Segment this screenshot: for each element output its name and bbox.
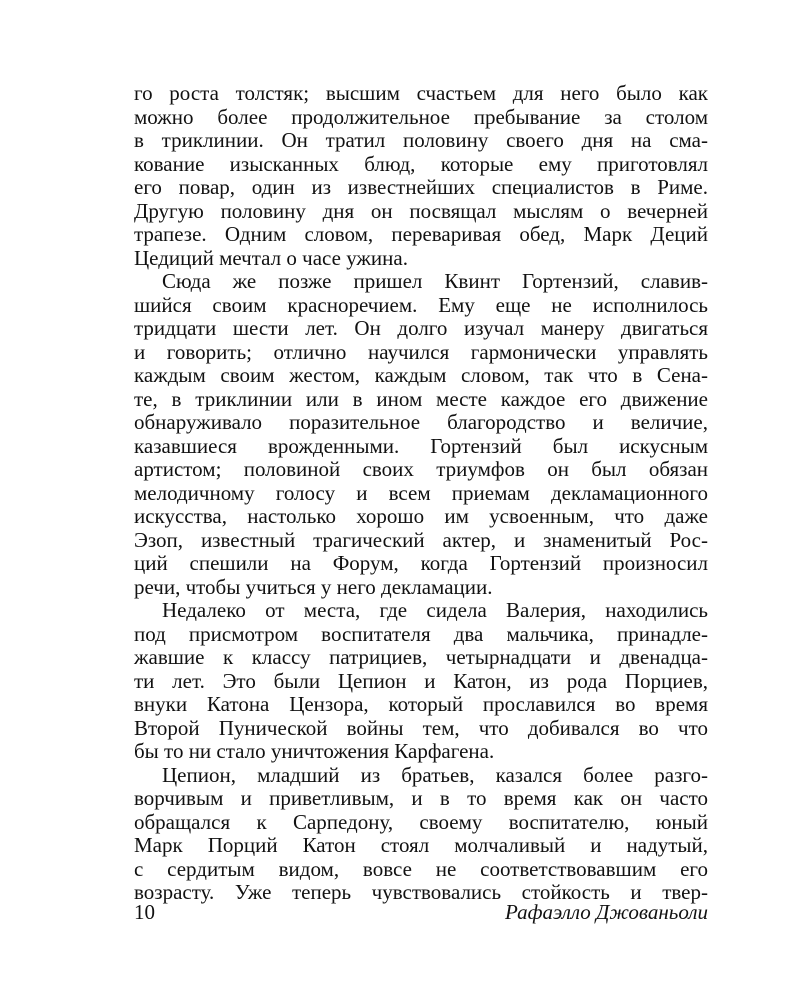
text-line: его повар, один из известнейших специалистов в Риме. <box>134 175 708 199</box>
text-line: Сюда же позже пришел Квинт Гортензий, славив- <box>162 269 708 293</box>
text-line: возрасту. Уже теперь чувствовались стойкость и твер- <box>134 880 708 904</box>
text-line: Другую половину дня он посвящал мыслям о вечерней <box>134 198 708 223</box>
text-line: Цепион, младший из братьев, казался более разго- <box>162 762 708 787</box>
text-line: Цедиций мечтал о часе ужина. <box>134 245 408 270</box>
text-line: с сердитым видом, вовсе не соответствовавшим его <box>134 856 708 881</box>
page-number: 10 <box>134 900 155 924</box>
text-line: бы то ни стало уничтожения Карфагена. <box>134 739 495 763</box>
text-line: артистом; половиной своих триумфов он был обязан <box>134 457 708 481</box>
text-line: каждым своим жестом, каждым словом, так что в Сена- <box>134 363 708 387</box>
text-line: те, в триклинии или в ином месте каждое его движение <box>134 386 708 411</box>
text-line: казавшиеся врожденными. Гортензий был искусным <box>134 433 708 458</box>
paragraph <box>134 764 708 905</box>
running-title: Рафаэлло Джованьоли <box>505 900 708 924</box>
body-text <box>134 82 708 905</box>
text-line: ти лет. Это были Цепион и Катон, из рода Порциев, <box>134 668 708 693</box>
text-line: внуки Катона Цензора, который прославился во время <box>134 692 708 716</box>
text-line: Недалеко от места, где сидела Валерия, находились <box>162 598 708 622</box>
text-line: тридцати шести лет. Он долго изучал манеру двигаться <box>134 316 708 340</box>
text-line: Второй Пунической войны тем, что добивался во что <box>134 715 708 740</box>
text-line: Эзоп, известный трагический актер, и знаменитый Рос- <box>134 527 708 552</box>
text-line: обнаруживало поразительное благородство и величие, <box>134 410 708 434</box>
text-line: можно более продолжительное пребывание за столом <box>134 104 708 129</box>
text-line: Марк Порций Катон стоял молчаливый и надутый, <box>134 833 708 857</box>
text-line: в триклинии. Он тратил половину своего дня на сма- <box>134 128 708 152</box>
text-line: жавшие к классу патрициев, четырнадцати и двенадца- <box>134 645 708 669</box>
text-line: ворчивым и приветливым, и в то время как он часто <box>134 786 708 810</box>
paragraph <box>134 599 708 764</box>
text-line: го роста толстяк; высшим счастьем для него было как <box>134 81 708 105</box>
text-line: речи, чтобы учиться у него декламации. <box>134 574 493 599</box>
text-line: шийся своим красноречием. Ему еще не исполнилось <box>134 292 708 317</box>
text-line: трапезе. Одним словом, переваривая обед, Марк Деций <box>134 222 708 246</box>
text-line: ций спешили на Форум, когда Гортензий произносил <box>134 551 708 575</box>
text-line: мелодичному голосу и всем приемам декламационного <box>134 480 708 505</box>
text-line: искусства, настолько хорошо им усвоенным, что даже <box>134 504 708 528</box>
text-line: обращался к Сарпедону, своему воспитателю, юный <box>134 809 708 834</box>
paragraph <box>134 82 708 270</box>
text-line: кование изысканных блюд, которые ему приготовлял <box>134 151 708 176</box>
paragraph <box>134 270 708 599</box>
text-line: и говорить; отлично научился гармонически управлять <box>134 339 708 364</box>
text-line: под присмотром воспитателя два мальчика, принадле- <box>134 621 708 646</box>
